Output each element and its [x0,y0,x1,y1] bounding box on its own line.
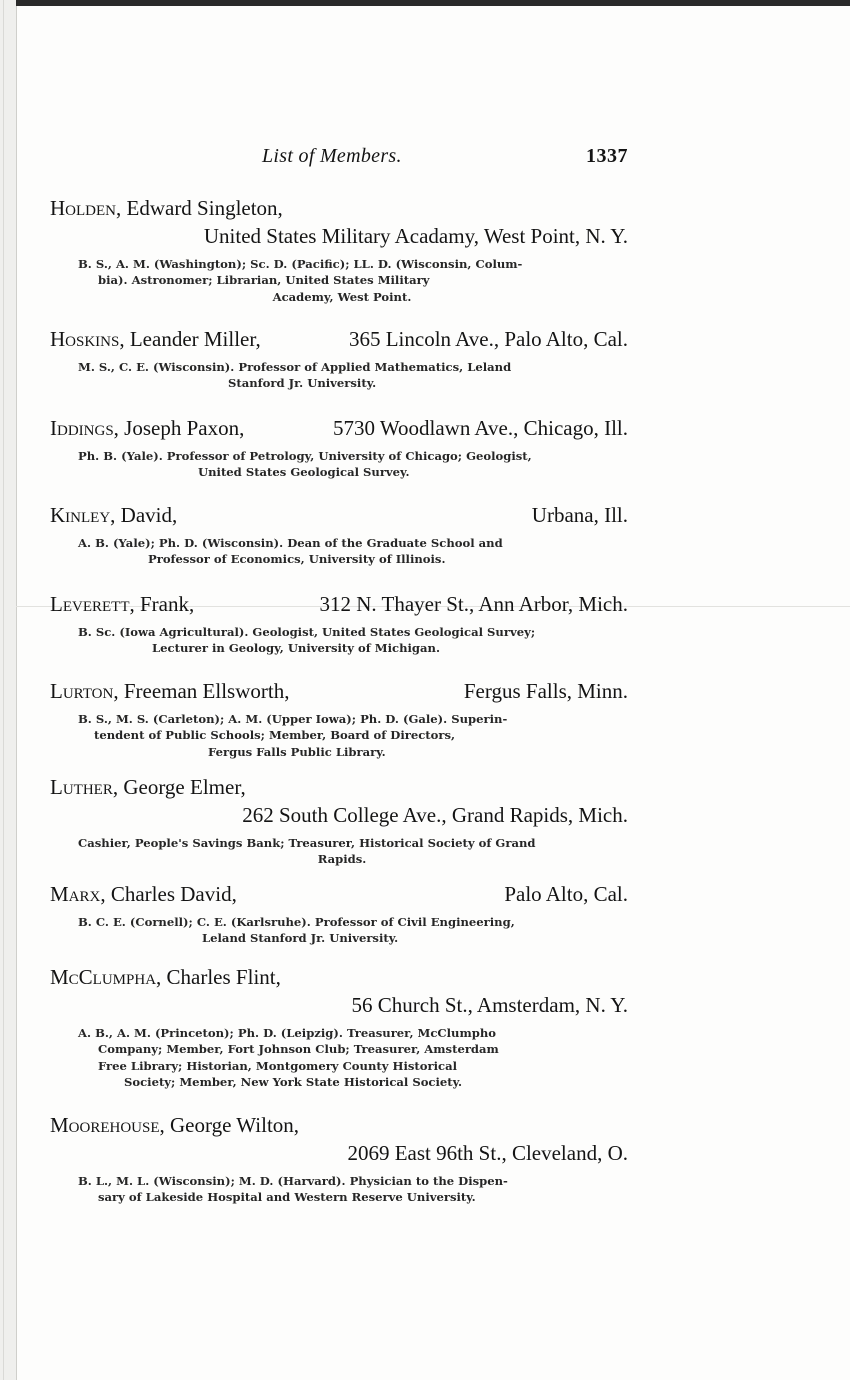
member-given-name: , Leander Miller, [119,327,261,351]
member-address: 365 Lincoln Ave., Palo Alto, Cal. [348,327,628,351]
member-entry-leverett [50,590,628,657]
member-surname: Hoskins [50,327,120,351]
member-given-name: , George Elmer, [112,775,246,799]
member-address: Urbana, Ill. [531,503,628,527]
member-name [50,1111,628,1139]
description-line: B. Sc. (Iowa Agricultural). Geologist, United States Geological Survey; [78,625,536,639]
member-name [50,880,628,908]
member-surname: Holden [50,196,116,220]
member-address: 2069 East 96th St., Cleveland, O. [347,1141,628,1165]
description-line: tendent of Public Schools; Member, Board of Directors, [94,728,456,743]
member-name [50,677,628,705]
description-line: Lecturer in Geology, University of Michigan. [152,641,441,656]
description-line: sary of Lakeside Hospital and Western Reserve University. [98,1190,476,1205]
description-line: A. B., A. M. (Princeton); Ph. D. (Leipzig). Treasurer, McClumpho [78,1026,497,1040]
description-line: Free Library; Historian, Montgomery County Historical [98,1058,457,1073]
member-entry-lurton [50,677,628,760]
member-name [50,963,628,991]
member-description [78,1173,606,1206]
member-description [78,256,606,305]
member-name [50,501,628,529]
member-address: Fergus Falls, Minn. [463,679,628,703]
member-description [78,914,606,947]
member-description [78,448,606,481]
member-name [50,325,628,353]
member-given-name: , George Wilton, [159,1113,300,1137]
running-header [50,145,628,175]
description-line: B. C. E. (Cornell); C. E. (Karlsruhe). Professor of Civil Engineering, [78,915,515,929]
member-surname: Moorehouse [50,1113,160,1137]
running-title: List of Members. [262,145,402,167]
description-line: United States Geological Survey. [198,465,410,480]
member-description [78,535,606,568]
member-name [50,590,628,618]
member-given-name: , Frank, [129,592,195,616]
member-name [50,194,628,222]
description-line: Cashier, People's Savings Bank; Treasurer, Historical Society of Grand [78,836,536,850]
description-line: Professor of Economics, University of Illinois. [148,552,446,567]
description-line: Society; Member, New York State Historical Society. [124,1075,463,1090]
member-entry-mcclumpha [50,963,628,1091]
description-line: B. S., M. S. (Carleton); A. M. (Upper Iowa); Ph. D. (Gale). Superin- [78,712,508,726]
description-line: bia). Astronomer; Librarian, United States Military [98,273,430,288]
description-line: B. S., A. M. (Washington); Sc. D. (Pacific); LL. D. (Wisconsin, Colum- [78,257,523,271]
page-number: 1337 [586,145,628,167]
member-description [78,711,606,760]
member-given-name: , Joseph Paxon, [113,416,245,440]
member-address: 262 South College Ave., Grand Rapids, Mich. [242,803,628,827]
description-line: Stanford Jr. University. [228,376,377,391]
description-line: Rapids. [317,852,367,867]
description-line: Leland Stanford Jr. University. [202,931,399,946]
member-surname: Marx [50,882,101,906]
description-line: Fergus Falls Public Library. [208,744,386,759]
member-address: 5730 Woodlawn Ave., Chicago, Ill. [333,416,628,440]
member-surname: Leverett [50,592,130,616]
member-address: 312 N. Thayer St., Ann Arbor, Mich. [319,592,628,616]
member-surname: McClumpha [50,965,157,989]
description-line: Company; Member, Fort Johnson Club; Treasurer, Amsterdam [98,1042,499,1057]
member-entry-hoskins [50,325,628,392]
description-line: Academy, West Point. [272,289,412,304]
member-address: United States Military Acadamy, West Point, N. Y. [203,224,628,248]
member-surname: Luther [50,775,113,799]
member-name [50,414,628,442]
member-address: 56 Church St., Amsterdam, N. Y. [351,993,628,1017]
member-entry-marx [50,880,628,947]
member-surname: Kinley [50,503,111,527]
member-entry-kinley [50,501,628,568]
member-entry-luther [50,773,628,868]
member-description [78,835,606,868]
member-name [50,773,628,801]
description-line: M. S., C. E. (Wisconsin). Professor of Applied Mathematics, Leland [78,360,512,374]
member-entry-iddings [50,414,628,481]
member-description [78,359,606,392]
description-line: B. L., M. L. (Wisconsin); M. D. (Harvard). Physician to the Dispen- [78,1174,508,1188]
member-surname: Iddings [50,416,114,440]
description-line: Ph. B. (Yale). Professor of Petrology, University of Chicago; Geologist, [78,449,532,463]
member-description [78,1025,606,1091]
member-given-name: , Freeman Ellsworth, [113,679,290,703]
member-given-name: , Charles Flint, [156,965,281,989]
member-entry-moorehouse [50,1111,628,1206]
member-description [78,624,606,657]
member-given-name: , David, [110,503,178,527]
description-line: A. B. (Yale); Ph. D. (Wisconsin). Dean of the Graduate School and [78,536,503,550]
member-entry-holden [50,194,628,305]
member-surname: Lurton [50,679,114,703]
member-address: Palo Alto, Cal. [504,882,628,906]
member-given-name: , Edward Singleton, [116,196,283,220]
member-given-name: , Charles David, [100,882,237,906]
